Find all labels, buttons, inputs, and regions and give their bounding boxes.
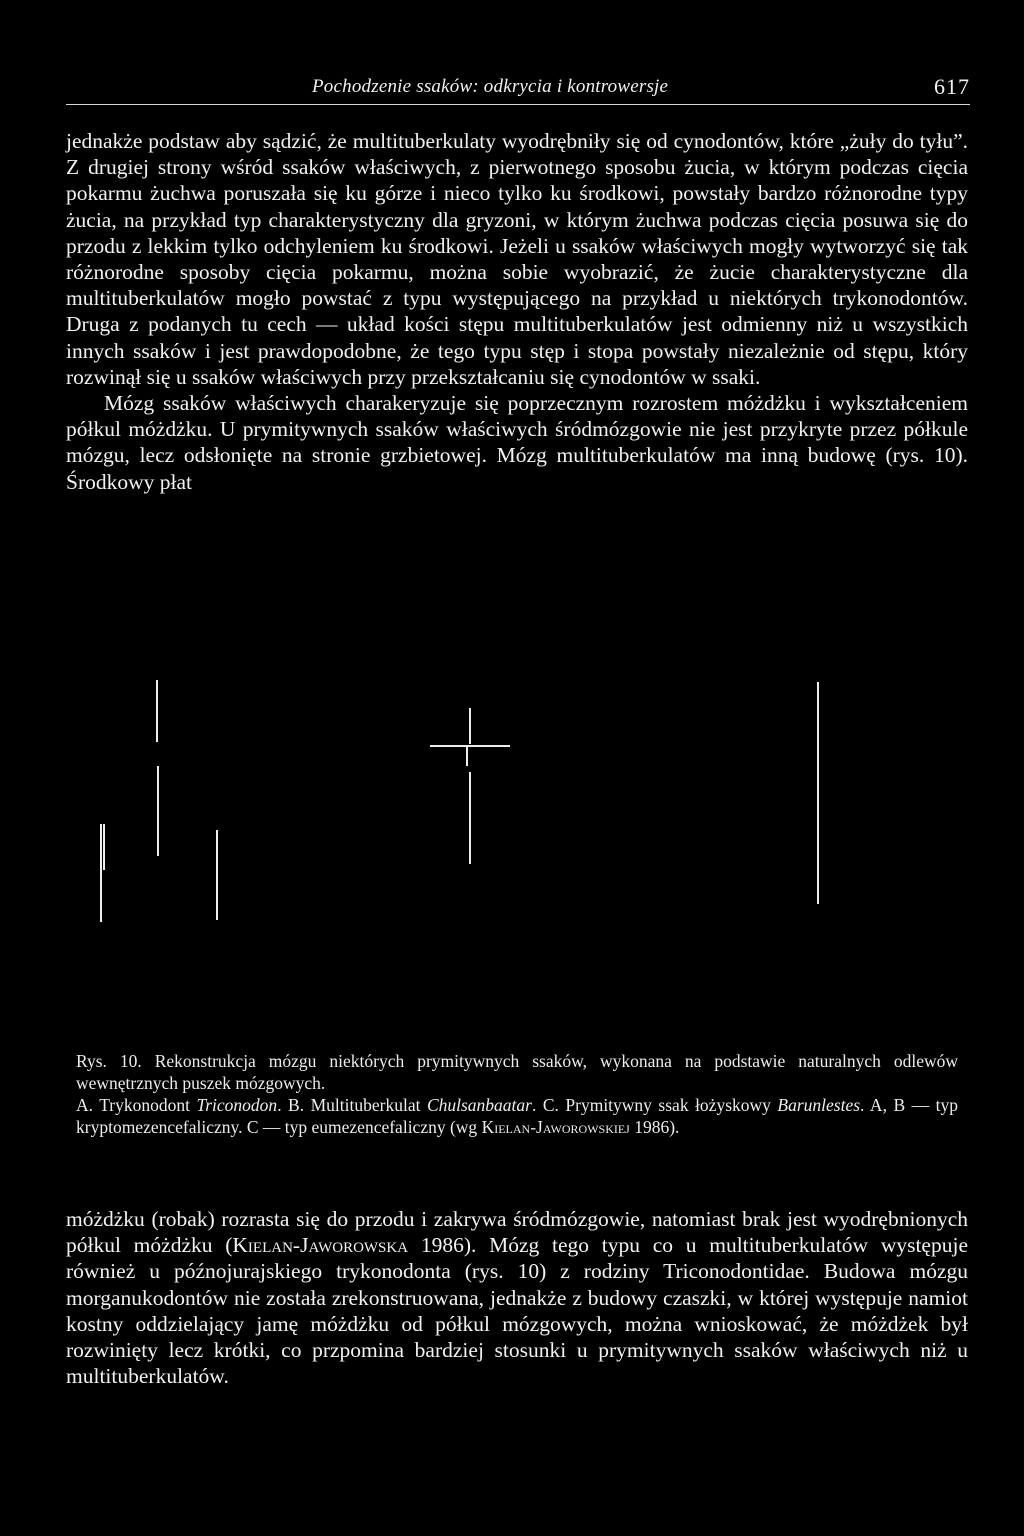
paragraph: jednakże podstaw aby sądzić, że multituberkulaty wyodrębniły się od cynodontów, które „żuły do tyłu”. Z drugiej strony wśród ssaków właściwych, z pierwotnego sposobu żucia, w którym podczas cięcia pokarmu żuchwa poruszała się ku górze i nieco tylko ku środkowi, powstały bardzo różnorodne typy żucia, na przykład typ charakterystyczny dla gryzoni, w którym żuchwa podczas cięcia posuwa się do przodu z lekkim tylko odchyleniem ku środkowi. Jeżeli u ssaków właściwych mogły wytworzyć się tak różnorodne sposoby cięcia pokarmu, można sobie wyobrazić, że żucie charakterystyczne dla multituberkulatów mogło powstać z typu występującego na przykład u niektórych trykonodontów. Druga z podanych tu cech — układ kości stępu multituberkulatów jest odmienny niż u wszystkich innych ssaków i jest prawdopodobne, że tego typu stęp i stopa powstały niezależnie od stępu, który rozwinął się u ssaków właściwych przy przekształcaniu się cynodontów w ssaki. <box>66 129 968 389</box>
author-name: Kielan-Jaworowskiej <box>481 1117 630 1137</box>
paragraph: Mózg ssaków właściwych charakeryzuje się poprzecznym rozrostem móżdżku i wykształceniem półkul móżdżku. U prymitywnych ssaków właściwych śródmózgowie nie jest przykryte przez półkule mózgu, lecz odsłonięte na stronie grzbietowej. Mózg multituberkulatów ma inną budowę (rys. 10). Środkowy płat <box>66 391 968 494</box>
page-number: 617 <box>934 74 970 99</box>
genus-name: Chulsanbaatar <box>426 1095 532 1115</box>
caption-sub: A. Trykonodont Triconodon. B. Multituberkulat Chulsanbaatar. C. Prymitywny ssak łożyskowy Barunlestes. A, B — typ kryptomezencefaliczny. C — typ eumezencefaliczny (wg Kielan-Jaworowskiej 1986). <box>76 1095 958 1137</box>
figure-caption <box>76 1050 958 1138</box>
caption-label: Rys. 10. <box>76 1051 142 1071</box>
figure-a-marks <box>101 680 217 922</box>
header-rule <box>66 104 970 105</box>
genus-name: Barunlestes <box>777 1095 861 1115</box>
body-text-top <box>66 128 968 495</box>
figure-brain-reconstruction <box>0 660 1024 950</box>
author-name: Kielan-Jaworowska <box>232 1233 409 1258</box>
body-text-bottom <box>66 1206 968 1389</box>
figure-b-marks <box>430 708 510 864</box>
paragraph: móżdżku (robak) rozrasta się do przodu i zakrywa śródmózgowie, natomiast brak jest wyodrębnionych półkul móżdżku (Kielan-Jaworowska 1986). Mózg tego typu co u multituberkulatów występuje również u późnojurajskiego trykonodonta (rys. 10) z rodziny Triconodontidae. Budowa mózgu morganukodontów nie została zrekonstruowana, jednakże z budowy czaszki, w której występuje namiot kostny oddzielający jamę móżdżku od półkul mózgowych, można wnioskować, że móżdżek był rozwinięty lecz krótki, co przpomina bardziej stosunki u prymitywnych ssaków właściwych niż u multituberkulatów. <box>66 1207 968 1389</box>
caption-main-text: Rekonstrukcja mózgu niektórych prymitywnych ssaków, wykonana na podstawie naturalnych odlewów wewnętrznych puszek mózgowych. <box>76 1051 958 1093</box>
running-title: Pochodzenie ssaków: odkrycia i kontrowersje <box>312 76 669 97</box>
page-header <box>66 74 970 104</box>
caption-main <box>76 1050 958 1094</box>
genus-name: Triconodon <box>196 1095 278 1115</box>
